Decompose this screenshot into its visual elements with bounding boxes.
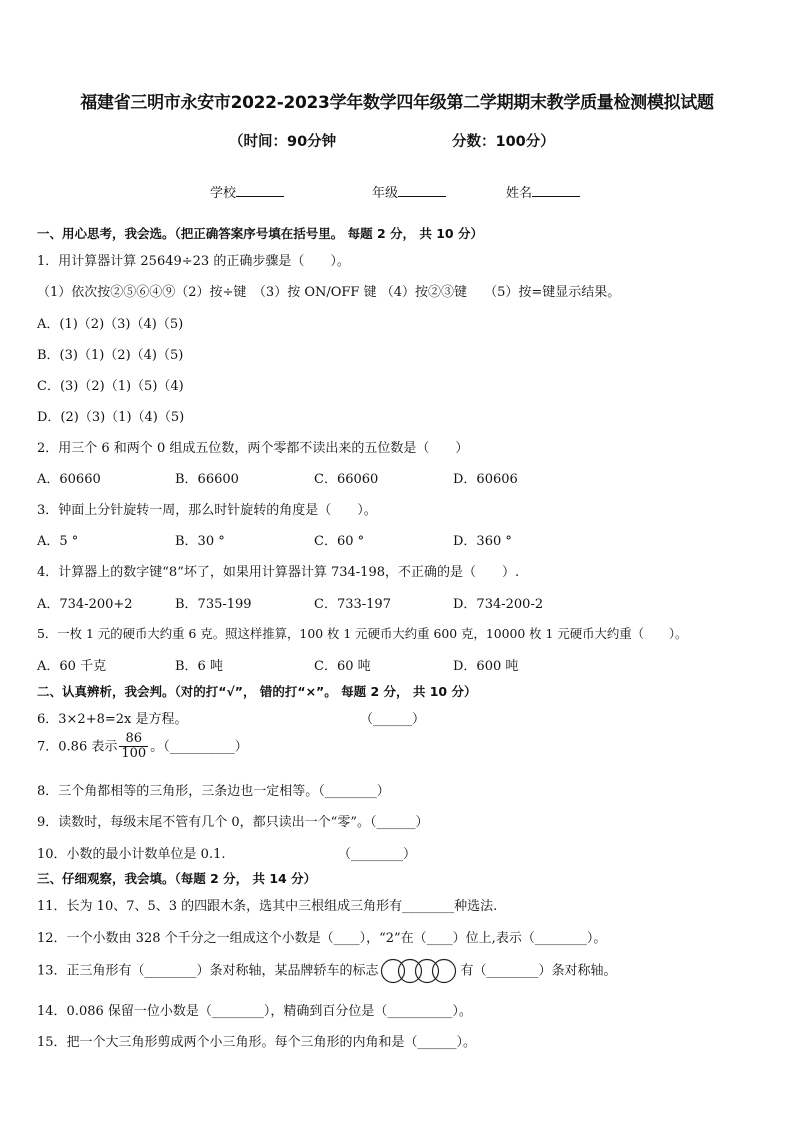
- q3-stem: 3．钟面上分针旋转一周，那么时针旋转的角度是（ ）。: [37, 503, 377, 518]
- q5-option-d: D．600 吨: [453, 659, 519, 674]
- q1-option-a: A．(1)（2)（3)（4)（5): [37, 317, 184, 332]
- q7-post: 。（__________）: [150, 739, 248, 755]
- q1-option-b: B．(3)（1)（2)（4)（5): [37, 348, 184, 363]
- school-blank: [236, 184, 284, 197]
- q3-option-c: C．60 °: [314, 534, 365, 549]
- q5-option-b: B．6 吨: [175, 659, 223, 674]
- q13-post: 有（________）条对称轴。: [460, 963, 617, 979]
- q3-option-a: A．5 °: [37, 534, 79, 549]
- school-field: [210, 182, 284, 201]
- q2-option-c: C．66060: [314, 472, 379, 487]
- school-label: 学校: [210, 186, 237, 201]
- q1-option-c: C．(3)（2)（1)（5)（4): [37, 379, 184, 394]
- q10-answer-paren: （________）: [338, 847, 417, 862]
- section-2-header: 二、认真辨析，我会判。（对的打“√”， 错的打“×”。 每题 2 分， 共 10 分）: [37, 684, 477, 699]
- exam-time: （时间：90分钟: [229, 134, 337, 150]
- q4-option-c: C．733-197: [314, 597, 391, 612]
- q7-pre: 7．0.86 表示: [37, 739, 118, 755]
- q7-numerator: 86: [119, 732, 148, 747]
- q2-option-b: B．66600: [175, 472, 239, 487]
- q2-stem: 2．用三个 6 和两个 0 组成五位数，两个零都不读出来的五位数是（ ）: [37, 441, 469, 456]
- q4-option-a: A．734-200+2: [37, 597, 133, 612]
- q15-text: 15．把一个大三角形剪成两个小三角形。每个三角形的内角和是（______）。: [37, 1035, 477, 1050]
- q7-line: [37, 732, 248, 762]
- q13-pre: 13．正三角形有（________）条对称轴，某品牌轿车的标志: [37, 963, 379, 979]
- q1-steps: （1）依次按②⑤⑥④⑨（2）按÷键 （3）按 ON/OFF 键 （4）按②③键 （5）按=键显示结果。: [37, 285, 621, 300]
- q5-stem: 5．一枚 1 元的硬币大约重 6 克。照这样推算，100 枚 1 元硬币大约重 600 克，10000 枚 1 元硬币大约重（ ）。: [37, 626, 688, 641]
- q11-text: 11．长为 10、7、5、3 的四跟木条，选其中三根组成三角形有________种选法.: [37, 899, 498, 914]
- q1-option-d: D．(2)（3)（1)（4)（5): [37, 410, 185, 425]
- q9-text: 9．读数时，每级末尾不管有几个 0，都只读出一个“零”。（______）: [37, 815, 429, 830]
- q4-option-b: B．735-199: [175, 597, 252, 612]
- q6-answer-paren: （______）: [360, 712, 426, 727]
- q2-option-d: D．60606: [453, 472, 518, 487]
- q12-text: 12．一个小数由 328 个千分之一组成这个小数是（____），“2”在（____）位上,表示（________）。: [37, 931, 607, 946]
- q4-option-d: D．734-200-2: [453, 597, 544, 612]
- q6-text: 6．3×2+8=2x 是方程。: [37, 712, 188, 727]
- car-logo-rings-icon: [379, 958, 461, 984]
- q1-stem: 1．用计算器计算 25649÷23 的正确步骤是（ ）。: [37, 254, 350, 269]
- q5-option-a: A．60 千克: [37, 659, 107, 674]
- section-3-header: 三、仔细观察，我会填。（每题 2 分， 共 14 分）: [37, 871, 317, 886]
- grade-label: 年级: [372, 186, 399, 201]
- q3-option-b: B．30 °: [175, 534, 225, 549]
- page-title: 福建省三明市永安市2022-2023学年数学四年级第二学期期末教学质量检测模拟试题: [80, 93, 714, 113]
- name-label: 姓名: [506, 186, 533, 201]
- q7-denominator: 100: [121, 746, 147, 762]
- q13-line: [37, 958, 617, 984]
- q8-text: 8．三个角都相等的三角形，三条边也一定相等。（________）: [37, 784, 390, 799]
- name-field: [506, 182, 580, 201]
- exam-score: 分数：100分）: [452, 134, 555, 150]
- q3-option-d: D．360 °: [453, 534, 512, 549]
- q7-fraction: [119, 732, 148, 762]
- section-1-header: 一、用心思考，我会选。（把正确答案序号填在括号里。 每题 2 分， 共 10 分）: [37, 226, 483, 241]
- grade-field: [372, 182, 446, 201]
- q14-text: 14．0.086 保留一位小数是（________），精确到百分位是（__________）。: [37, 1004, 472, 1019]
- q10-text: 10．小数的最小计数单位是 0.1.: [37, 847, 226, 862]
- q4-stem: 4．计算器上的数字键“8”坏了，如果用计算器计算 734-198，不正确的是（ ）.: [37, 565, 520, 580]
- name-blank: [532, 184, 580, 197]
- q5-option-c: C．60 吨: [314, 659, 371, 674]
- grade-blank: [398, 184, 446, 197]
- q2-option-a: A．60660: [37, 472, 101, 487]
